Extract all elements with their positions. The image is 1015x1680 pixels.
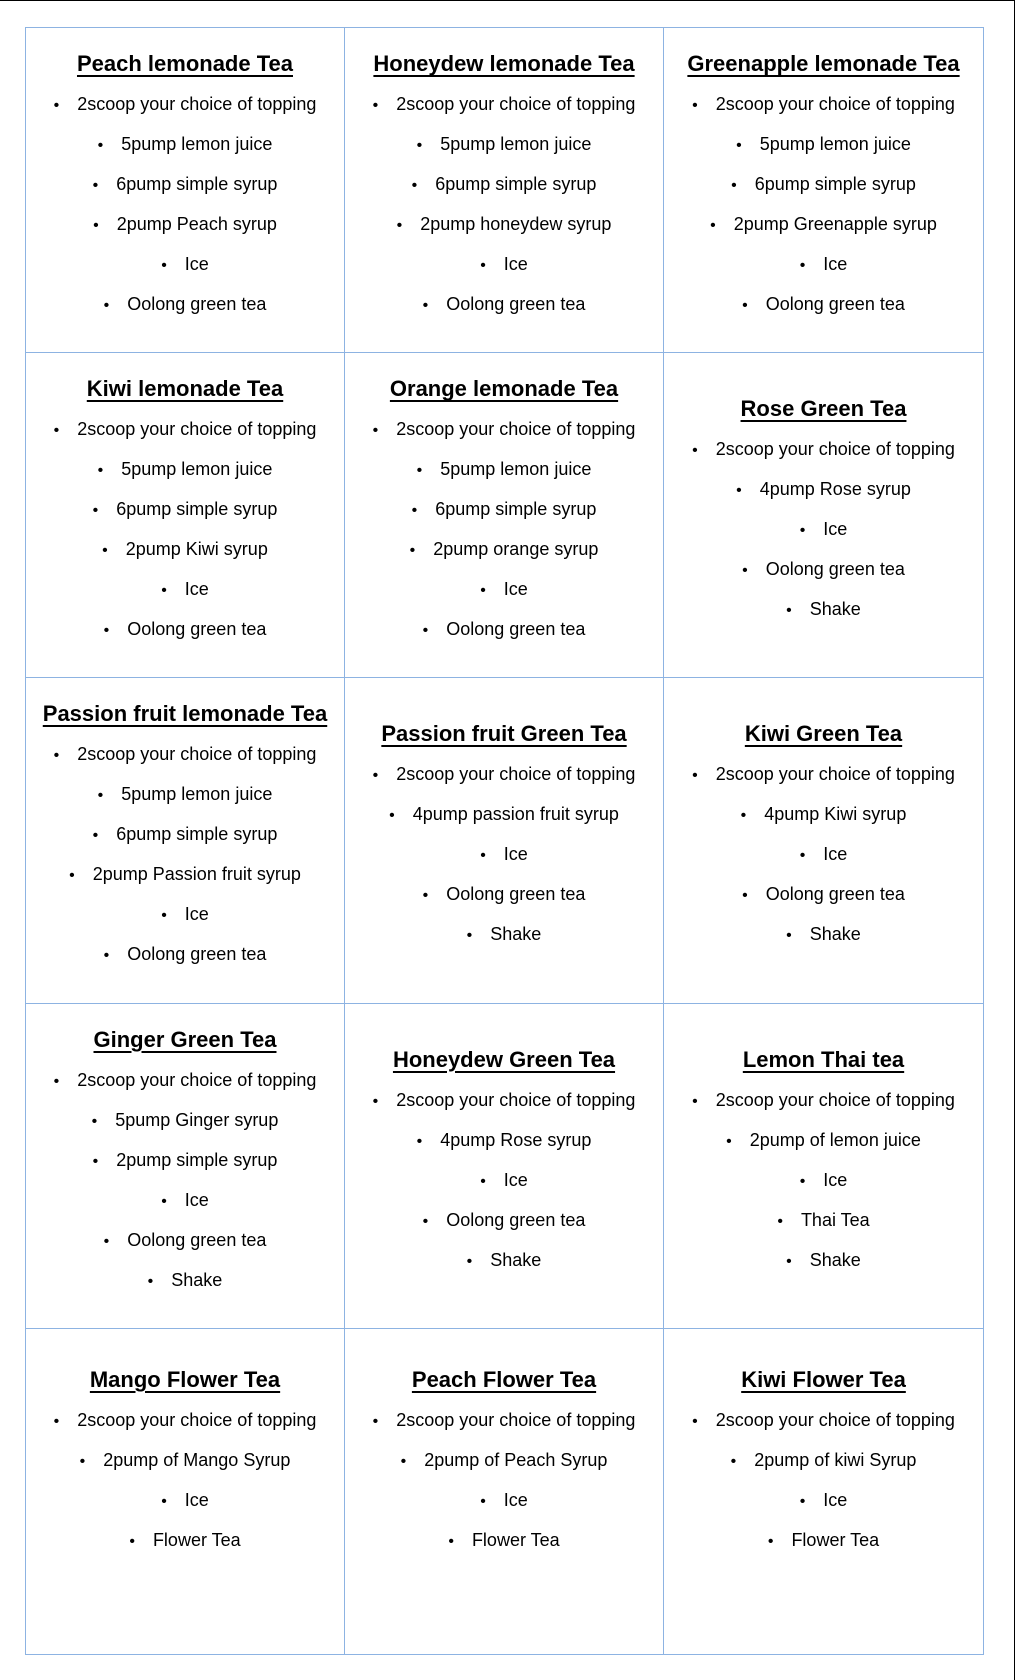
recipe-card	[664, 353, 983, 678]
bullet-icon: •	[480, 1172, 486, 1190]
ingredient-text: 2pump Peach syrup	[116, 214, 277, 235]
ingredient-item	[353, 875, 655, 915]
ingredient-list	[34, 1401, 336, 1561]
ingredient-text: Shake	[490, 1249, 542, 1270]
recipe-card	[664, 28, 983, 353]
ingredient-list	[34, 85, 336, 325]
bullet-icon: •	[92, 1152, 99, 1170]
ingredient-item	[672, 550, 975, 590]
ingredient-item	[353, 1121, 655, 1161]
bullet-icon: •	[742, 297, 748, 315]
ingredient-item	[672, 1161, 975, 1201]
ingredient-text: 2pump of Peach Syrup	[424, 1449, 608, 1470]
bullet-icon: •	[53, 97, 60, 115]
ingredient-list	[353, 410, 655, 650]
bullet-icon: •	[102, 542, 108, 560]
bullet-icon: •	[69, 867, 75, 885]
ingredient-text: Oolong green tea	[446, 294, 586, 315]
ingredient-text: Ice	[503, 254, 528, 275]
ingredient-list	[672, 1401, 975, 1561]
ingredient-text: 2scoop your choice of topping	[77, 1409, 317, 1430]
ingredient-text: 2pump of lemon juice	[749, 1129, 921, 1150]
bullet-icon: •	[799, 522, 806, 540]
ingredient-text: 6pump simple syrup	[116, 824, 278, 845]
recipe-card	[26, 353, 345, 678]
bullet-icon: •	[731, 177, 737, 195]
bullet-icon: •	[692, 767, 698, 785]
ingredient-item	[34, 570, 336, 610]
ingredient-item	[34, 1401, 336, 1441]
bullet-icon: •	[480, 847, 486, 865]
ingredient-text: 2scoop your choice of topping	[77, 94, 317, 115]
ingredient-item	[353, 530, 655, 570]
recipe-card	[26, 1004, 345, 1329]
ingredient-text: 2scoop your choice of topping	[77, 744, 317, 765]
ingredient-list	[34, 735, 336, 975]
bullet-icon: •	[161, 257, 167, 275]
ingredient-item	[34, 935, 336, 975]
ingredient-item	[672, 795, 975, 835]
ingredient-text: Flower Tea	[152, 1529, 241, 1550]
bullet-icon: •	[161, 582, 167, 600]
bullet-icon: •	[466, 1252, 473, 1270]
recipe-title: Kiwi Green Tea	[744, 721, 903, 747]
bullet-icon: •	[97, 787, 104, 805]
ingredient-text: 6pump simple syrup	[116, 174, 278, 195]
ingredient-item	[672, 1201, 975, 1241]
bullet-icon: •	[767, 1532, 774, 1550]
ingredient-item	[672, 125, 975, 165]
ingredient-text: 4pump Kiwi syrup	[764, 804, 907, 825]
ingredient-text: 2scoop your choice of topping	[396, 419, 636, 440]
ingredient-item	[353, 85, 655, 125]
recipe-card	[664, 1004, 983, 1329]
ingredient-item	[34, 205, 336, 245]
bullet-icon: •	[416, 1132, 423, 1150]
ingredient-item	[672, 1521, 975, 1561]
bullet-icon: •	[53, 1412, 60, 1430]
ingredient-item	[34, 530, 336, 570]
bullet-icon: •	[799, 1492, 806, 1510]
recipe-card	[26, 28, 345, 353]
ingredient-list	[353, 755, 655, 955]
ingredient-item	[672, 165, 975, 205]
bullet-icon: •	[103, 297, 110, 315]
bullet-icon: •	[79, 1452, 86, 1470]
recipe-title: Passion fruit Green Tea	[381, 721, 627, 747]
bullet-icon: •	[692, 1092, 698, 1110]
recipe-title: Honeydew Green Tea	[392, 1046, 616, 1072]
ingredient-text: 6pump simple syrup	[116, 499, 278, 520]
ingredient-item	[34, 490, 336, 530]
bullet-icon: •	[400, 1452, 407, 1470]
recipe-title: Mango Flower Tea	[89, 1366, 281, 1392]
ingredient-list	[34, 410, 336, 650]
ingredient-text: 2scoop your choice of topping	[77, 1069, 317, 1090]
ingredient-item	[672, 1121, 975, 1161]
ingredient-item	[353, 1481, 655, 1521]
ingredient-list	[353, 85, 655, 325]
ingredient-item	[34, 895, 336, 935]
recipe-card	[345, 28, 664, 353]
ingredient-text: 2pump of Mango Syrup	[103, 1449, 291, 1470]
ingredient-text: Shake	[809, 599, 861, 620]
ingredient-item	[672, 285, 975, 325]
bullet-icon: •	[147, 1272, 154, 1290]
bullet-icon: •	[372, 1412, 379, 1430]
bullet-icon: •	[411, 502, 418, 520]
bullet-icon: •	[799, 847, 806, 865]
bullet-icon: •	[161, 1192, 167, 1210]
ingredient-item	[353, 165, 655, 205]
ingredient-text: Oolong green tea	[127, 619, 267, 640]
ingredient-text: Ice	[823, 1169, 848, 1190]
ingredient-text: 2scoop your choice of topping	[715, 764, 955, 785]
ingredient-text: 2pump Kiwi syrup	[125, 539, 268, 560]
bullet-icon: •	[692, 97, 698, 115]
ingredient-item	[353, 610, 655, 650]
ingredient-text: Ice	[184, 579, 209, 600]
recipe-card	[26, 678, 345, 1003]
ingredient-text: Oolong green tea	[446, 884, 586, 905]
bullet-icon: •	[97, 462, 104, 480]
ingredient-item	[34, 245, 336, 285]
bullet-icon: •	[411, 177, 418, 195]
bullet-icon: •	[786, 602, 792, 620]
recipe-card	[664, 678, 983, 1003]
bullet-icon: •	[692, 442, 698, 460]
ingredient-item	[353, 1081, 655, 1121]
bullet-icon: •	[422, 1212, 429, 1230]
ingredient-item	[34, 125, 336, 165]
ingredient-item	[353, 245, 655, 285]
bullet-icon: •	[448, 1532, 454, 1550]
ingredient-item	[34, 1221, 336, 1261]
ingredient-text: Oolong green tea	[765, 559, 905, 580]
ingredient-text: 2scoop your choice of topping	[715, 439, 955, 460]
bullet-icon: •	[372, 767, 379, 785]
ingredient-list	[34, 1061, 336, 1301]
ingredient-item	[34, 610, 336, 650]
ingredient-list	[672, 755, 975, 955]
recipe-card	[345, 1329, 664, 1654]
ingredient-item	[34, 410, 336, 450]
ingredient-item	[353, 835, 655, 875]
bullet-icon: •	[742, 562, 748, 580]
ingredient-item	[353, 1201, 655, 1241]
ingredient-text: 6pump simple syrup	[435, 499, 597, 520]
bullet-icon: •	[466, 927, 473, 945]
ingredient-item	[34, 815, 336, 855]
ingredient-text: Shake	[809, 1249, 861, 1270]
ingredient-item	[672, 245, 975, 285]
ingredient-text: 5pump lemon juice	[440, 134, 592, 155]
recipe-title: Kiwi lemonade Tea	[86, 376, 284, 402]
recipe-title: Lemon Thai tea	[742, 1046, 905, 1072]
bullet-icon: •	[740, 807, 747, 825]
bullet-icon: •	[736, 137, 742, 155]
recipe-card	[345, 353, 664, 678]
bullet-icon: •	[93, 217, 99, 235]
recipe-card	[664, 1329, 983, 1654]
bullet-icon: •	[92, 827, 99, 845]
ingredient-item	[353, 915, 655, 955]
ingredient-text: Ice	[823, 1489, 848, 1510]
ingredient-text: Ice	[503, 1489, 528, 1510]
ingredient-item	[34, 1441, 336, 1481]
recipe-title: Peach lemonade Tea	[76, 51, 293, 77]
bullet-icon: •	[726, 1132, 732, 1150]
ingredient-text: Ice	[184, 254, 209, 275]
bullet-icon: •	[129, 1532, 135, 1550]
ingredient-text: 2scoop your choice of topping	[396, 764, 636, 785]
ingredient-text: 6pump simple syrup	[435, 174, 597, 195]
ingredient-item	[353, 1521, 655, 1561]
ingredient-item	[672, 1081, 975, 1121]
bullet-icon: •	[161, 1492, 167, 1510]
bullet-icon: •	[372, 422, 379, 440]
bullet-icon: •	[161, 907, 167, 925]
ingredient-text: Oolong green tea	[765, 884, 905, 905]
ingredient-text: 2pump Greenapple syrup	[733, 214, 937, 235]
ingredient-text: Ice	[184, 1189, 209, 1210]
ingredient-list	[672, 85, 975, 325]
ingredient-item	[353, 490, 655, 530]
ingredient-text: 5pump lemon juice	[121, 459, 273, 480]
bullet-icon: •	[103, 947, 110, 965]
ingredient-item	[672, 1241, 975, 1281]
bullet-icon: •	[92, 177, 99, 195]
ingredient-text: 5pump lemon juice	[759, 134, 911, 155]
recipe-title: Kiwi Flower Tea	[741, 1366, 906, 1392]
ingredient-item	[34, 855, 336, 895]
bullet-icon: •	[372, 1092, 379, 1110]
ingredient-text: 2scoop your choice of topping	[715, 1089, 955, 1110]
ingredient-text: Ice	[823, 254, 848, 275]
ingredient-text: 4pump Rose syrup	[440, 1129, 592, 1150]
ingredient-text: 2scoop your choice of topping	[715, 94, 955, 115]
ingredient-text: 2scoop your choice of topping	[396, 94, 636, 115]
recipe-title: Passion fruit lemonade Tea	[42, 701, 328, 727]
ingredient-item	[672, 755, 975, 795]
ingredient-item	[34, 1061, 336, 1101]
ingredient-text: Ice	[503, 844, 528, 865]
ingredient-item	[353, 795, 655, 835]
ingredient-item	[34, 1261, 336, 1301]
ingredient-text: Oolong green tea	[765, 294, 905, 315]
ingredient-item	[672, 875, 975, 915]
ingredient-item	[34, 85, 336, 125]
bullet-icon: •	[480, 257, 486, 275]
ingredient-item	[353, 1441, 655, 1481]
ingredient-text: 2pump Passion fruit syrup	[92, 864, 301, 885]
ingredient-text: Ice	[503, 579, 528, 600]
ingredient-text: Shake	[490, 924, 542, 945]
ingredient-text: Shake	[809, 924, 861, 945]
ingredient-item	[672, 85, 975, 125]
ingredient-item	[353, 450, 655, 490]
ingredient-item	[34, 775, 336, 815]
recipe-card	[345, 1004, 664, 1329]
bullet-icon: •	[786, 927, 792, 945]
recipe-title: Greenapple lemonade Tea	[687, 51, 960, 77]
bullet-icon: •	[480, 582, 486, 600]
bullet-icon: •	[416, 462, 423, 480]
bullet-icon: •	[409, 542, 416, 560]
ingredient-text: 2scoop your choice of topping	[396, 1409, 636, 1430]
ingredient-item	[34, 450, 336, 490]
bullet-icon: •	[730, 1452, 737, 1470]
ingredient-item	[353, 205, 655, 245]
ingredient-item	[672, 835, 975, 875]
ingredient-text: 5pump lemon juice	[121, 784, 273, 805]
ingredient-text: 4pump Rose syrup	[759, 479, 911, 500]
ingredient-item	[672, 205, 975, 245]
bullet-icon: •	[103, 1232, 110, 1250]
bullet-icon: •	[736, 482, 742, 500]
bullet-icon: •	[53, 422, 60, 440]
ingredient-list	[353, 1401, 655, 1561]
ingredient-text: Shake	[171, 1269, 223, 1290]
ingredient-item	[353, 125, 655, 165]
ingredient-item	[353, 285, 655, 325]
recipe-title: Orange lemonade Tea	[389, 376, 619, 402]
ingredient-text: Oolong green tea	[127, 294, 267, 315]
recipe-table	[25, 27, 984, 1655]
recipe-card	[345, 678, 664, 1003]
ingredient-text: Ice	[503, 1169, 528, 1190]
bullet-icon: •	[396, 217, 403, 235]
ingredient-item	[353, 755, 655, 795]
ingredient-item	[672, 915, 975, 955]
ingredient-item	[353, 1161, 655, 1201]
ingredient-item	[672, 1481, 975, 1521]
ingredient-item	[34, 1521, 336, 1561]
bullet-icon: •	[389, 807, 395, 825]
bullet-icon: •	[742, 887, 748, 905]
bullet-icon: •	[91, 1112, 98, 1130]
bullet-icon: •	[786, 1252, 792, 1270]
ingredient-text: Ice	[184, 904, 209, 925]
ingredient-text: 2pump simple syrup	[116, 1149, 278, 1170]
ingredient-item	[353, 1401, 655, 1441]
ingredient-text: 2scoop your choice of topping	[715, 1409, 955, 1430]
ingredient-text: 5pump lemon juice	[440, 459, 592, 480]
ingredient-text: Oolong green tea	[446, 619, 586, 640]
bullet-icon: •	[692, 1412, 698, 1430]
ingredient-item	[353, 1241, 655, 1281]
bullet-icon: •	[777, 1212, 783, 1230]
bullet-icon: •	[422, 887, 429, 905]
recipe-title: Rose Green Tea	[740, 396, 907, 422]
ingredient-text: Oolong green tea	[127, 1229, 267, 1250]
ingredient-text: Flower Tea	[791, 1529, 880, 1550]
ingredient-item	[672, 590, 975, 630]
bullet-icon: •	[480, 1492, 486, 1510]
ingredient-item	[672, 430, 975, 470]
ingredient-item	[672, 1441, 975, 1481]
bullet-icon: •	[92, 502, 99, 520]
ingredient-text: 2scoop your choice of topping	[396, 1089, 636, 1110]
recipe-title: Ginger Green Tea	[93, 1026, 277, 1052]
ingredient-item	[34, 285, 336, 325]
ingredient-text: 5pump lemon juice	[121, 134, 273, 155]
page-edge-top	[0, 0, 1015, 1]
ingredient-text: Flower Tea	[471, 1529, 560, 1550]
ingredient-list	[672, 430, 975, 630]
ingredient-item	[34, 1481, 336, 1521]
bullet-icon: •	[97, 137, 104, 155]
bullet-icon: •	[416, 137, 423, 155]
ingredient-text: 2pump of kiwi Syrup	[754, 1449, 917, 1470]
recipe-title: Honeydew lemonade Tea	[373, 51, 635, 77]
ingredient-text: Ice	[184, 1489, 209, 1510]
bullet-icon: •	[799, 257, 806, 275]
ingredient-item	[34, 1181, 336, 1221]
ingredient-text: Ice	[823, 844, 848, 865]
ingredient-list	[672, 1081, 975, 1281]
ingredient-list	[353, 1081, 655, 1281]
ingredient-text: Oolong green tea	[127, 944, 267, 965]
recipe-title: Peach Flower Tea	[411, 1366, 597, 1392]
bullet-icon: •	[422, 297, 429, 315]
ingredient-text: 2pump orange syrup	[433, 539, 599, 560]
bullet-icon: •	[422, 622, 429, 640]
ingredient-text: 6pump simple syrup	[754, 174, 916, 195]
ingredient-text: 4pump passion fruit syrup	[412, 804, 619, 825]
ingredient-text: Oolong green tea	[446, 1209, 586, 1230]
bullet-icon: •	[53, 1072, 60, 1090]
ingredient-item	[672, 470, 975, 510]
ingredient-item	[34, 1141, 336, 1181]
bullet-icon: •	[372, 97, 379, 115]
ingredient-text: 2pump honeydew syrup	[420, 214, 612, 235]
ingredient-item	[353, 570, 655, 610]
ingredient-item	[34, 735, 336, 775]
bullet-icon: •	[103, 622, 110, 640]
recipe-card	[26, 1329, 345, 1654]
bullet-icon: •	[710, 217, 716, 235]
ingredient-item	[353, 410, 655, 450]
ingredient-item	[672, 1401, 975, 1441]
ingredient-item	[34, 165, 336, 205]
ingredient-text: Ice	[823, 519, 848, 540]
ingredient-item	[672, 510, 975, 550]
ingredient-text: 2scoop your choice of topping	[77, 419, 317, 440]
ingredient-text: 5pump Ginger syrup	[115, 1109, 279, 1130]
ingredient-item	[34, 1101, 336, 1141]
bullet-icon: •	[799, 1172, 806, 1190]
bullet-icon: •	[53, 747, 60, 765]
ingredient-text: Thai Tea	[800, 1209, 870, 1230]
